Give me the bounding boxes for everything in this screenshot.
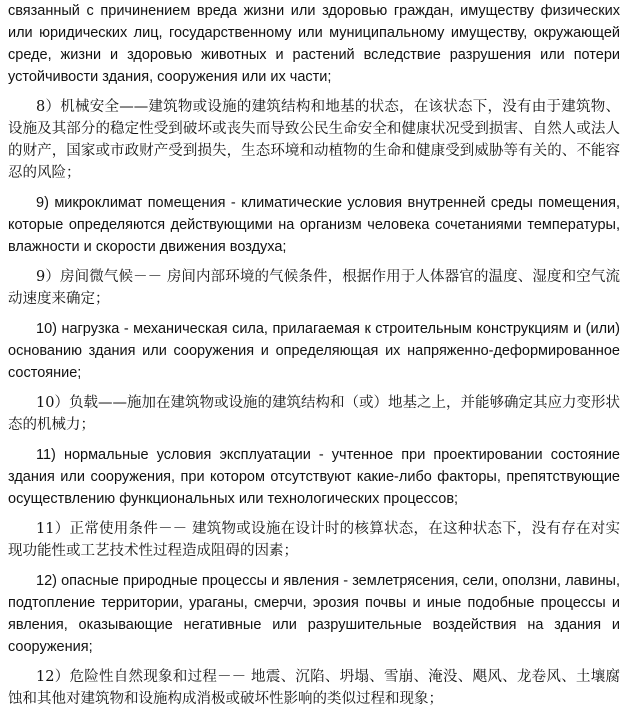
paragraph-ru-item-11: 11) нормальные условия эксплуатации - учтенное при проектировании состояние здания или сооружения, при котором отсутствуют какие-либо факторы, препятствующие осуществлению функциональных или технологических процессов; xyxy=(8,447,620,507)
paragraph-ru-item-10: 10) нагрузка - механическая сила, прилагаемая к строительным конструкциям и (или) основанию здания или сооружения и определяющая их напряженно-деформированное состояние; xyxy=(8,321,620,381)
paragraph-ru-item-9: 9) микроклимат помещения - климатические условия внутренней среды помещения, которые определяются действующими на организм человека сочетаниями температуры, влажности и скорости движения воздуха; xyxy=(8,195,620,255)
paragraph-zh-item-8: 8）机械安全——建筑物或设施的建筑结构和地基的状态，在该状态下，没有由于建筑物、设施及其部分的稳定性受到破坏或丧失而导致公民生命安全和健康状况受到损害、自然人或法人的财产，国家或市政财产受到损失，生态环境和动植物的生命和健康受到威胁等有关的、不能容忍的风险； xyxy=(8,99,620,181)
paragraph-zh-item-10: 10）负载——施加在建筑物或设施的建筑结构和（或）地基之上，并能够确定其应力变形状态的机械力； xyxy=(8,395,620,433)
paragraph-zh-item-11: 11）正常使用条件－－ 建筑物或设施在设计时的核算状态，在这种状态下，没有存在对实现功能性或工艺技术性过程造成阻碍的因素； xyxy=(8,521,620,559)
paragraph-ru-continuation: связанный с причинением вреда жизни или здоровью граждан, имуществу физических или юридических лиц, государственному или муниципальному имуществу, окружающей среде, жизни и здоровью животных и растений вследствие разрушения или потери устойчивости здания, сооружения или их части; xyxy=(8,3,620,85)
paragraph-ru-item-12: 12) опасные природные процессы и явления - землетрясения, сели, оползни, лавины, подтопление территории, ураганы, смерчи, эрозия почвы и иные подобные процессы и явления, оказывающие негативные или разрушительные воздействия на здания и сооружения; xyxy=(8,573,620,655)
paragraph-zh-item-9: 9）房间微气候－－ 房间内部环境的气候条件，根据作用于人体器官的温度、湿度和空气流动速度来确定； xyxy=(8,269,620,307)
paragraph-zh-item-12: 12）危险性自然现象和过程－－ 地震、沉陷、坍塌、雪崩、淹没、飓风、龙卷风、土壤腐蚀和其他对建筑物和设施构成消极或破坏性影响的类似过程和现象； xyxy=(8,669,620,707)
document-page xyxy=(8,0,620,710)
